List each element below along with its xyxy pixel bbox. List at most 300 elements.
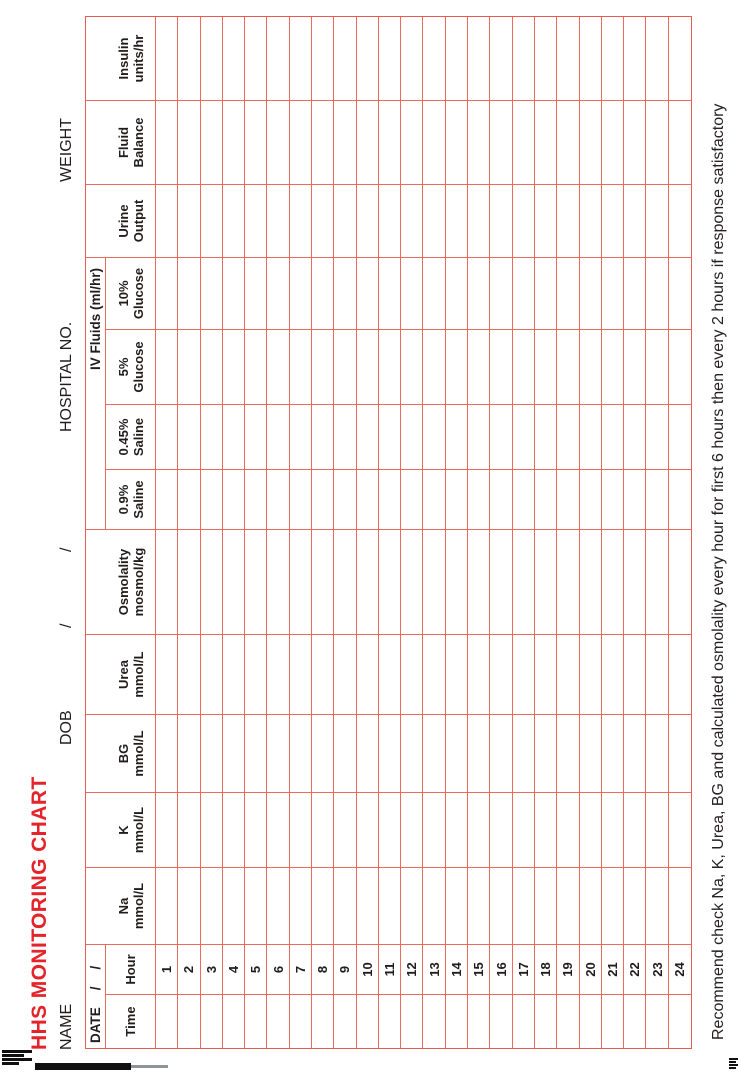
data-cell — [223, 17, 245, 100]
data-cell — [423, 257, 445, 329]
header-label-line: mmol/L — [130, 651, 146, 698]
data-cell — [513, 634, 535, 714]
data-cell — [267, 529, 289, 634]
data-cell — [468, 329, 490, 404]
data-cell — [602, 529, 624, 634]
data-cell — [334, 329, 356, 404]
data-cell — [334, 404, 356, 469]
dob-slash: / — [58, 623, 75, 628]
header-cell-na — [86, 867, 156, 944]
header-cell-hour — [106, 944, 156, 994]
data-cell — [557, 529, 579, 634]
data-cell — [557, 257, 579, 329]
data-cell — [602, 329, 624, 404]
data-cell — [535, 184, 557, 257]
data-cell — [646, 867, 668, 944]
data-cell — [468, 469, 490, 529]
data-cell — [602, 469, 624, 529]
data-cell — [401, 17, 423, 100]
data-cell — [156, 329, 178, 404]
hour-cell: 8 — [312, 944, 334, 994]
header-cell-urine-output — [86, 184, 156, 257]
data-cell — [156, 792, 178, 867]
hour-cell: 11 — [379, 944, 401, 994]
data-cell — [401, 867, 423, 944]
data-cell — [669, 994, 691, 1048]
header-label-line: Osmolality — [115, 548, 131, 616]
data-cell — [312, 469, 334, 529]
data-cell — [290, 469, 312, 529]
date-header-cell — [86, 944, 106, 1048]
data-cell — [468, 714, 490, 792]
data-cell — [379, 714, 401, 792]
data-cell — [223, 100, 245, 184]
data-cell — [201, 17, 223, 100]
data-cell — [513, 529, 535, 634]
data-cell — [557, 404, 579, 469]
header-label-line: 0.45% — [115, 418, 131, 456]
data-cell — [490, 329, 512, 404]
data-cell — [490, 994, 512, 1048]
hour-cell: 13 — [423, 944, 445, 994]
data-cell — [357, 714, 379, 792]
data-cell — [535, 329, 557, 404]
data-cell — [178, 184, 200, 257]
dob-slash: / — [58, 547, 75, 552]
data-cell — [602, 100, 624, 184]
data-cell — [267, 17, 289, 100]
data-cell — [602, 867, 624, 944]
data-cell — [312, 404, 334, 469]
data-cell — [646, 329, 668, 404]
data-cell — [178, 994, 200, 1048]
data-cell — [312, 17, 334, 100]
data-cell — [401, 994, 423, 1048]
data-cell — [490, 404, 512, 469]
data-cell — [513, 17, 535, 100]
data-cell — [423, 994, 445, 1048]
data-cell — [468, 100, 490, 184]
data-cell — [245, 792, 267, 867]
hour-cell: 2 — [178, 944, 200, 994]
data-cell — [201, 469, 223, 529]
data-cell — [312, 867, 334, 944]
data-cell — [267, 100, 289, 184]
data-cell — [646, 100, 668, 184]
data-cell — [290, 100, 312, 184]
data-cell — [290, 529, 312, 634]
data-cell — [312, 100, 334, 184]
hour-cell: 17 — [513, 944, 535, 994]
data-cell — [379, 792, 401, 867]
data-cell — [334, 257, 356, 329]
data-cell — [423, 529, 445, 634]
data-cell — [669, 404, 691, 469]
data-cell — [490, 867, 512, 944]
data-cell — [580, 100, 602, 184]
data-cell — [535, 100, 557, 184]
data-cell — [267, 404, 289, 469]
data-cell — [423, 329, 445, 404]
data-cell — [312, 792, 334, 867]
data-cell — [357, 469, 379, 529]
data-cell — [357, 17, 379, 100]
data-cell — [446, 792, 468, 867]
hour-cell: 5 — [245, 944, 267, 994]
data-cell — [223, 529, 245, 634]
data-cell — [602, 792, 624, 867]
header-label-line: Glucose — [130, 267, 146, 320]
data-cell — [602, 257, 624, 329]
header-label-line: 0.9% — [115, 484, 131, 515]
data-cell — [223, 994, 245, 1048]
data-cell — [557, 329, 579, 404]
header-cell-glucose-10 — [106, 257, 156, 329]
data-cell — [423, 714, 445, 792]
data-cell — [646, 184, 668, 257]
hour-cell: 10 — [357, 944, 379, 994]
data-cell — [357, 634, 379, 714]
header-label-line: BG — [115, 743, 131, 764]
data-cell — [357, 100, 379, 184]
data-cell — [312, 329, 334, 404]
data-cell — [245, 184, 267, 257]
name-label: NAME — [58, 1003, 75, 1050]
header-label-line: Na — [115, 897, 131, 915]
data-cell — [557, 469, 579, 529]
weight-label: WEIGHT — [58, 118, 75, 182]
date-slash: / — [88, 986, 103, 991]
data-cell — [580, 404, 602, 469]
data-cell — [513, 257, 535, 329]
data-cell — [446, 714, 468, 792]
data-cell — [379, 184, 401, 257]
data-cell — [423, 17, 445, 100]
data-cell — [468, 994, 490, 1048]
header-cell-saline-0-45 — [106, 404, 156, 469]
data-cell — [468, 792, 490, 867]
data-cell — [669, 184, 691, 257]
data-cell — [557, 994, 579, 1048]
data-cell — [201, 529, 223, 634]
data-cell — [557, 100, 579, 184]
data-cell — [245, 634, 267, 714]
data-cell — [401, 792, 423, 867]
header-label-line: Insulin — [115, 37, 131, 80]
data-cell — [580, 714, 602, 792]
data-cell — [201, 634, 223, 714]
data-cell — [468, 404, 490, 469]
data-cell — [156, 867, 178, 944]
header-cell-glucose-5 — [106, 329, 156, 404]
header-label-line: Urea — [115, 660, 131, 689]
data-cell — [580, 17, 602, 100]
data-cell — [223, 792, 245, 867]
data-cell — [156, 529, 178, 634]
data-cell — [401, 404, 423, 469]
data-cell — [245, 469, 267, 529]
data-cell — [379, 404, 401, 469]
data-cell — [423, 404, 445, 469]
header-label-line: Saline — [130, 480, 146, 519]
data-cell — [580, 994, 602, 1048]
data-cell — [334, 867, 356, 944]
data-cell — [580, 184, 602, 257]
data-cell — [535, 994, 557, 1048]
data-cell — [156, 404, 178, 469]
data-cell — [602, 17, 624, 100]
data-cell — [535, 257, 557, 329]
data-cell — [334, 184, 356, 257]
data-cell — [178, 634, 200, 714]
hour-cell: 1 — [156, 944, 178, 994]
hour-cell: 18 — [535, 944, 557, 994]
data-cell — [580, 792, 602, 867]
data-cell — [290, 329, 312, 404]
hour-cell: 23 — [646, 944, 668, 994]
data-cell — [669, 634, 691, 714]
data-cell — [490, 17, 512, 100]
hour-cell: 12 — [401, 944, 423, 994]
data-cell — [357, 529, 379, 634]
header-cell-saline-0-9 — [106, 469, 156, 529]
data-cell — [602, 994, 624, 1048]
data-cell — [669, 469, 691, 529]
header-label-line: mmol/L — [130, 806, 146, 854]
data-cell — [156, 17, 178, 100]
data-cell — [156, 469, 178, 529]
data-cell — [245, 404, 267, 469]
data-cell — [312, 257, 334, 329]
data-cell — [290, 994, 312, 1048]
header-label-line: K — [115, 825, 131, 835]
data-cell — [446, 469, 468, 529]
data-cell — [156, 714, 178, 792]
header-label-line: mosmol/kg — [130, 547, 146, 617]
data-cell — [267, 994, 289, 1048]
data-cell — [223, 867, 245, 944]
hour-cell: 3 — [201, 944, 223, 994]
data-cell — [624, 714, 646, 792]
header-cell-fluid-balance — [86, 100, 156, 184]
data-cell — [334, 994, 356, 1048]
data-cell — [245, 17, 267, 100]
data-cell — [624, 17, 646, 100]
data-cell — [223, 469, 245, 529]
data-cell — [513, 714, 535, 792]
data-cell — [646, 714, 668, 792]
data-cell — [535, 634, 557, 714]
header-label-line: Saline — [130, 417, 146, 457]
data-cell — [357, 329, 379, 404]
data-cell — [245, 867, 267, 944]
data-cell — [245, 257, 267, 329]
data-cell — [646, 634, 668, 714]
data-cell — [468, 529, 490, 634]
date-slash: / — [88, 965, 103, 970]
hour-cell: 9 — [334, 944, 356, 994]
data-cell — [312, 714, 334, 792]
data-cell — [178, 100, 200, 184]
data-cell — [669, 867, 691, 944]
data-cell — [624, 867, 646, 944]
data-cell — [446, 867, 468, 944]
footnote-text: Recommend check Na, K, Urea, BG and calculated osmolality every hour for first 6 hours then every 2 hours if response satisfactory — [710, 103, 727, 1040]
data-cell — [557, 792, 579, 867]
data-cell — [669, 100, 691, 184]
data-cell — [624, 994, 646, 1048]
data-cell — [334, 529, 356, 634]
data-cell — [290, 714, 312, 792]
data-cell — [535, 714, 557, 792]
data-cell — [646, 994, 668, 1048]
data-cell — [624, 184, 646, 257]
data-cell — [201, 329, 223, 404]
data-cell — [201, 867, 223, 944]
data-cell — [557, 634, 579, 714]
data-cell — [557, 867, 579, 944]
data-cell — [401, 100, 423, 184]
data-cell — [201, 714, 223, 792]
header-cell-insulin — [86, 17, 156, 100]
hour-cell: 20 — [580, 944, 602, 994]
data-cell — [379, 469, 401, 529]
data-cell — [490, 100, 512, 184]
data-cell — [245, 714, 267, 792]
data-cell — [290, 634, 312, 714]
data-cell — [379, 634, 401, 714]
data-cell — [223, 257, 245, 329]
data-cell — [490, 184, 512, 257]
hour-cell: 7 — [290, 944, 312, 994]
data-cell — [669, 792, 691, 867]
iv-fluids-group-cell: IV Fluids (ml/hr) — [86, 257, 106, 529]
data-cell — [290, 17, 312, 100]
data-cell — [178, 17, 200, 100]
data-cell — [357, 792, 379, 867]
hour-cell: 14 — [446, 944, 468, 994]
header-label-line: Urine — [115, 204, 131, 238]
data-cell — [535, 469, 557, 529]
data-cell — [423, 100, 445, 184]
hour-cell: 4 — [223, 944, 245, 994]
data-cell — [401, 634, 423, 714]
hour-cell: 24 — [669, 944, 691, 994]
data-cell — [245, 529, 267, 634]
data-cell — [580, 529, 602, 634]
data-cell — [401, 529, 423, 634]
header-label-line: mmol/L — [130, 882, 146, 930]
data-cell — [334, 792, 356, 867]
data-cell — [156, 994, 178, 1048]
header-label-line: Hour — [123, 954, 138, 985]
data-cell — [446, 184, 468, 257]
data-cell — [156, 634, 178, 714]
data-cell — [401, 329, 423, 404]
data-cell — [178, 529, 200, 634]
data-cell — [401, 714, 423, 792]
data-cell — [379, 100, 401, 184]
data-cell — [178, 714, 200, 792]
data-cell — [334, 634, 356, 714]
data-cell — [379, 529, 401, 634]
data-cell — [312, 994, 334, 1048]
data-cell — [201, 257, 223, 329]
data-cell — [557, 17, 579, 100]
data-cell — [513, 404, 535, 469]
data-cell — [602, 714, 624, 792]
data-cell — [290, 404, 312, 469]
data-cell — [446, 634, 468, 714]
data-cell — [267, 184, 289, 257]
data-cell — [379, 257, 401, 329]
data-cell — [401, 257, 423, 329]
data-cell — [535, 529, 557, 634]
data-cell — [646, 529, 668, 634]
data-cell — [580, 257, 602, 329]
data-cell — [423, 867, 445, 944]
header-cell-k — [86, 792, 156, 867]
data-cell — [379, 994, 401, 1048]
data-cell — [290, 792, 312, 867]
data-cell — [468, 634, 490, 714]
data-cell — [669, 17, 691, 100]
header-cell-urea — [86, 634, 156, 714]
hour-cell: 22 — [624, 944, 646, 994]
data-cell — [468, 17, 490, 100]
data-cell — [646, 404, 668, 469]
data-cell — [290, 257, 312, 329]
header-label-line: Glucose — [130, 341, 146, 393]
data-cell — [178, 257, 200, 329]
data-cell — [446, 404, 468, 469]
hour-cell: 19 — [557, 944, 579, 994]
data-cell — [468, 867, 490, 944]
data-cell — [580, 867, 602, 944]
data-cell — [267, 329, 289, 404]
data-cell — [379, 17, 401, 100]
header-label-line: Time — [123, 1006, 138, 1037]
data-cell — [624, 100, 646, 184]
header-label-line: Output — [130, 199, 146, 243]
data-cell — [624, 404, 646, 469]
data-cell — [423, 634, 445, 714]
data-cell — [245, 100, 267, 184]
data-cell — [446, 529, 468, 634]
data-cell — [290, 867, 312, 944]
data-cell — [557, 184, 579, 257]
data-cell — [312, 634, 334, 714]
data-cell — [669, 257, 691, 329]
data-cell — [624, 634, 646, 714]
data-cell — [201, 184, 223, 257]
header-label-line: Balance — [130, 117, 146, 168]
data-cell — [646, 17, 668, 100]
date-label: DATE — [88, 1007, 103, 1043]
data-cell — [267, 867, 289, 944]
data-cell — [223, 634, 245, 714]
data-cell — [490, 714, 512, 792]
data-cell — [513, 792, 535, 867]
data-cell — [624, 257, 646, 329]
data-cell — [312, 529, 334, 634]
data-cell — [334, 469, 356, 529]
data-cell — [602, 404, 624, 469]
data-cell — [178, 329, 200, 404]
data-cell — [357, 404, 379, 469]
data-cell — [156, 100, 178, 184]
data-cell — [602, 184, 624, 257]
